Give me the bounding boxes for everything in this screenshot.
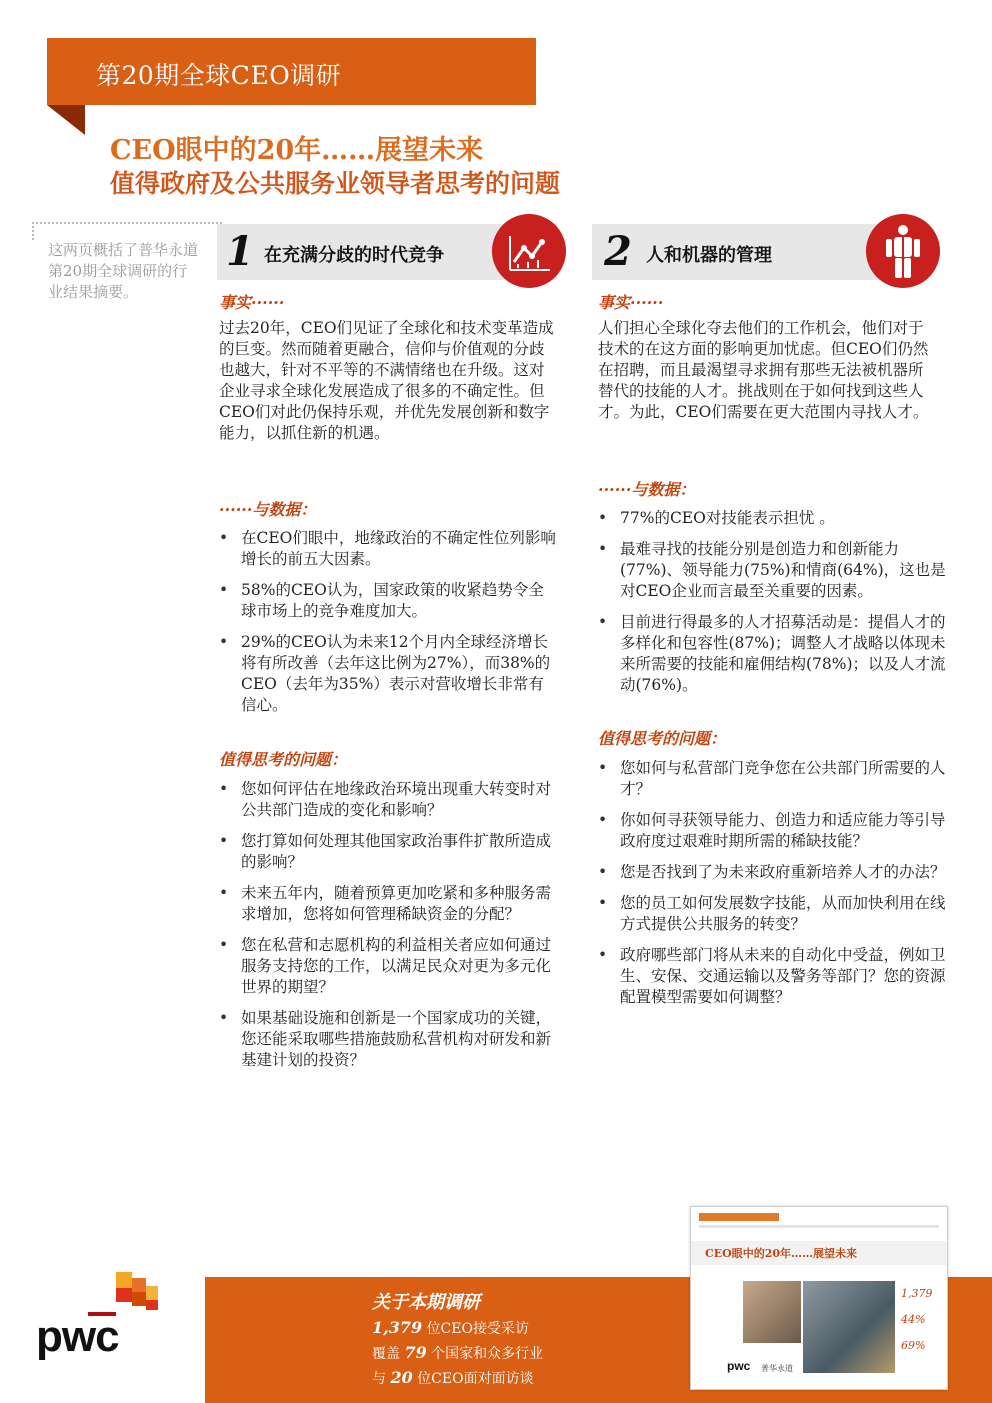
section2-number: 2 <box>604 228 632 275</box>
section2-data-list <box>598 508 948 696</box>
section1-number: 1 <box>226 228 254 275</box>
thumb-banner <box>699 1213 779 1221</box>
list-item: • 目前进行得最多的人才招募活动是：提倡人才的多样化和包容性(87%)；调整人才战略以体现未来所需要的技能和雇佣结构(78%)；以及人才流动(76%)。 <box>598 612 948 696</box>
about-line-3 <box>372 1368 534 1388</box>
about-stat-3: 20 <box>390 1368 413 1387</box>
section2-questions-label: 值得思考的问题： <box>598 729 727 748</box>
about-text-1: 位CEO接受采访 <box>426 1321 529 1337</box>
list-item: • 如果基础设施和创新是一个国家成功的关键，您还能采取哪些措施鼓励私营机构对研发和新基建计划的投资？ <box>219 1008 559 1071</box>
thumb-rule <box>699 1225 939 1228</box>
main-title: CEO眼中的20年……展望未来 <box>110 135 484 166</box>
robot-human-icon <box>866 214 940 288</box>
sidebar-summary: 这两页概括了普华永道第20期全球调研的行业结果摘要。 <box>48 241 199 301</box>
about-stat-1: 1,379 <box>372 1318 423 1337</box>
list-item: • 你如何寻获领导能力、创造力和适应能力等引导政府度过艰难时期所需的稀缺技能？ <box>598 810 948 852</box>
thumb-photo-2 <box>803 1281 895 1373</box>
chart-trend-icon <box>492 214 566 288</box>
section1-facts-label: 事实······ <box>219 293 285 312</box>
about-text-2: 个国家和众多行业 <box>431 1346 544 1362</box>
thumb-brand: 普华永道 <box>761 1364 793 1373</box>
list-item: • 29%的CEO认为未来12个月内全球经济增长将有所改善（去年这比例为27%），而38%的CEO（去年为35%）表示对营收增长非常有信心。 <box>219 632 559 716</box>
about-line-1 <box>372 1318 529 1338</box>
section1-title: 在充满分歧的时代竞争 <box>264 245 444 266</box>
list-item: • 您如何评估在地缘政治环境出现重大转变时对公共部门造成的变化和影响？ <box>219 779 559 821</box>
list-item: • 您在私营和志愿机构的利益相关者应如何通过服务支持您的工作，以满足民众对更为多元化世界的期望？ <box>219 935 559 998</box>
about-text-3: 位CEO面对面访谈 <box>417 1371 534 1387</box>
section1-facts-text: 过去20年，CEO们见证了全球化和技术变革造成的巨变。然而随着更融合，信仰与价值观的分歧也越大，针对不平等的不满情绪也在升级。这对企业寻求全球化发展造成了很多的不确定性。但CEO们对此仍保持乐观，并优先发展创新和数字能力，以抓住新的机遇。 <box>219 319 554 442</box>
list-item: • 最难寻找的技能分别是创造力和创新能力(77%)、领导能力(75%)和情商(64%)，这也是对CEO企业而言最至关重要的因素。 <box>598 539 948 602</box>
list-item: • 您的员工如何发展数字技能，从而加快利用在线方式提供公共服务的转变？ <box>598 893 948 935</box>
thumb-stat-3: 69% <box>901 1339 926 1352</box>
thumb-title: CEO眼中的20年……展望未来 <box>705 1247 858 1260</box>
section2-data-label: ······与数据： <box>598 480 696 499</box>
thumb-photo-1 <box>743 1281 801 1343</box>
report-thumbnail <box>690 1206 948 1390</box>
thumb-stat-2: 44% <box>901 1313 926 1326</box>
section1-data-label: ······与数据： <box>219 500 317 519</box>
sidebar-divider <box>32 222 222 224</box>
banner-title: 第20期全球CEO调研 <box>96 61 342 90</box>
about-stat-2: 79 <box>404 1343 427 1362</box>
section1-questions-list <box>219 779 559 1071</box>
about-pre-2: 覆盖 <box>372 1346 400 1362</box>
thumb-stat-1: 1,379 <box>901 1287 933 1300</box>
about-title: 关于本期调研 <box>372 1292 480 1313</box>
list-item: • 未来五年内，随着预算更加吃紧和多种服务需求增加，您将如何管理稀缺资金的分配？ <box>219 883 559 925</box>
list-item: • 您打算如何处理其他国家政治事件扩散所造成的影响？ <box>219 831 559 873</box>
list-item: • 77%的CEO对技能表示担忧 。 <box>598 508 948 529</box>
section2-facts-label: 事实······ <box>598 293 664 312</box>
sub-title: 值得政府及公共服务业领导者思考的问题 <box>110 169 561 198</box>
section1-questions-label: 值得思考的问题： <box>219 750 348 769</box>
about-pre-3: 与 <box>372 1371 386 1387</box>
section2-questions-list <box>598 758 948 1008</box>
section1-data-list <box>219 528 559 716</box>
list-item: • 您是否找到了为未来政府重新培养人才的办法？ <box>598 862 948 883</box>
list-item: • 政府哪些部门将从未来的自动化中受益，例如卫生、安保、交通运输以及警务等部门？您的资源配置模型需要如何调整？ <box>598 945 948 1008</box>
list-item: • 58%的CEO认为，国家政策的收紧趋势令全球市场上的竞争难度加大。 <box>219 580 559 622</box>
section2-title: 人和机器的管理 <box>646 245 772 266</box>
about-line-2 <box>372 1343 543 1363</box>
thumb-logo: pwc <box>727 1359 751 1373</box>
pwc-logo-text: pwc <box>36 1312 119 1361</box>
list-item: • 您如何与私营部门竞争您在公共部门所需要的人才？ <box>598 758 948 800</box>
sidebar-divider-vertical <box>32 222 34 240</box>
section2-facts-text: 人们担心全球化夺去他们的工作机会，他们对于技术的在这方面的影响更加忧虑。但CEO们仍然在招聘，而且最渴望寻求拥有那些无法被机器所替代的技能的人才。挑战则在于如何找到这些人才。为此，CEO们需要在更大范围内寻找人才。 <box>598 319 929 421</box>
banner-fold <box>47 105 85 135</box>
list-item: • 在CEO们眼中，地缘政治的不确定性位列影响增长的前五大因素。 <box>219 528 559 570</box>
